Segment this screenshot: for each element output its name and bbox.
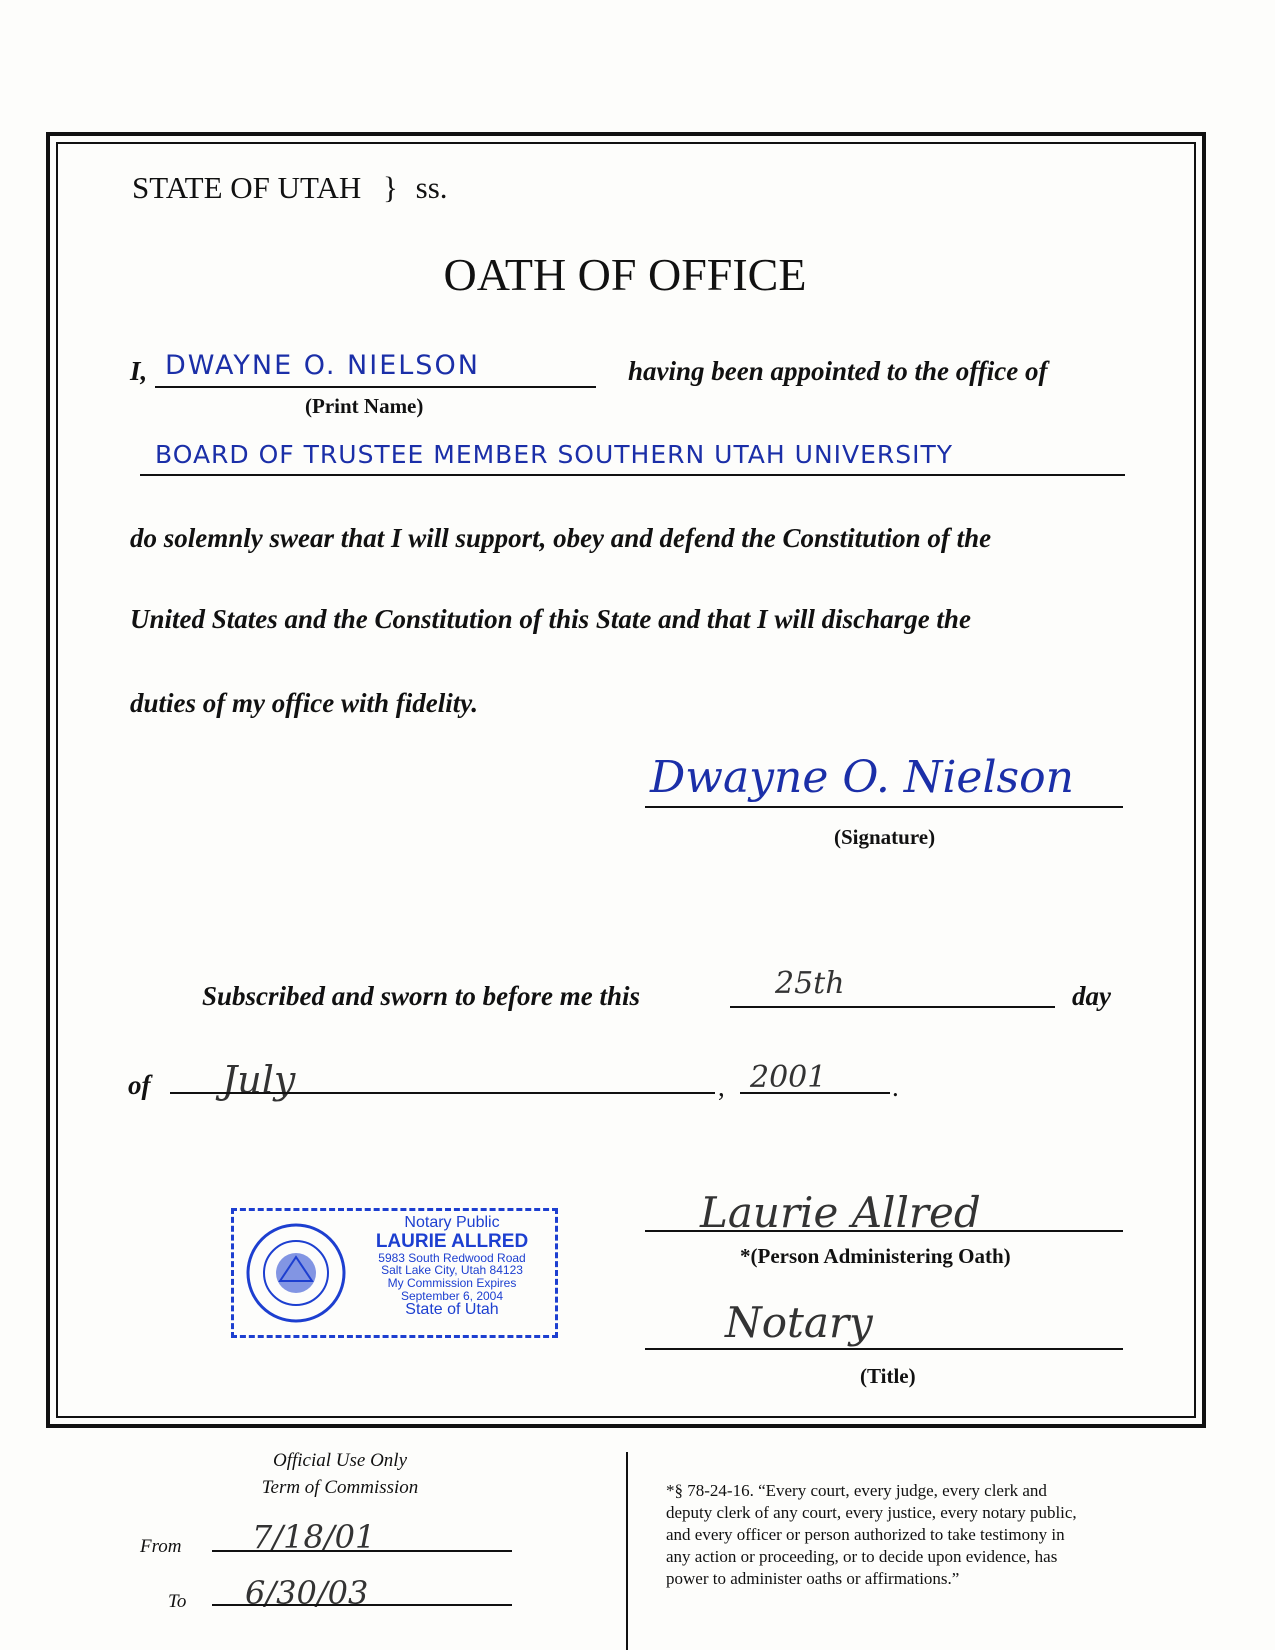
footnote-line-4: any action or proceeding, or to decide upon evidence, has: [666, 1547, 1058, 1567]
state-seal-icon: [244, 1221, 348, 1325]
stamp-line-5: My Commission Expires: [387, 1275, 517, 1290]
footnote-line-5: power to administer oaths or affirmations.”: [666, 1569, 960, 1589]
page-title: OATH OF OFFICE: [443, 249, 807, 300]
oath-line-3: duties of my office with fidelity.: [130, 688, 478, 718]
official-use-line-1: Official Use Only: [272, 1450, 408, 1471]
stamp-line-3: 5983 South Redwood Road: [378, 1250, 526, 1265]
day-label: day: [1072, 981, 1111, 1011]
signature-label: (Signature): [834, 825, 936, 849]
official-use-heading: [240, 1448, 440, 1501]
name-line: [155, 386, 596, 388]
handwritten-day: 25th: [775, 966, 845, 1001]
handwritten-month: July: [222, 1058, 296, 1102]
notary-stamp: [231, 1208, 558, 1338]
footnote-line-1: *§ 78-24-16. “Every court, every judge, every clerk and: [666, 1481, 1047, 1500]
handwritten-from-date: 7/18/01: [252, 1518, 376, 1556]
oath-pronoun: I,: [130, 356, 148, 386]
date-comma: ,: [718, 1072, 725, 1102]
of-label: of: [128, 1070, 151, 1100]
signature-line: [645, 806, 1123, 808]
date-period: .: [892, 1072, 899, 1102]
oath-line-2: United States and the Constitution of this State and that I will discharge the: [130, 604, 971, 634]
state-name: STATE OF UTAH: [132, 170, 362, 205]
stamp-line-6: September 6, 2004: [400, 1288, 504, 1303]
footnote-line-2: deputy clerk of any court, every justice, every notary public,: [666, 1503, 1077, 1523]
title-line: [645, 1348, 1123, 1350]
stamp-line-4: Salt Lake City, Utah 84123: [381, 1263, 523, 1278]
month-line: [170, 1092, 715, 1094]
footer-divider: [626, 1452, 628, 1650]
handwritten-office: BOARD OF TRUSTEE MEMBER SOUTHERN UTAH UNIVERSITY: [155, 440, 954, 469]
year-line: [740, 1092, 890, 1094]
office-line: [140, 474, 1125, 476]
administrator-label: *(Person Administering Oath): [740, 1244, 1011, 1268]
administrator-line: [645, 1230, 1123, 1232]
oath-line-1: do solemnly swear that I will support, obey and defend the Constitution of the: [130, 523, 992, 553]
to-line: [212, 1604, 512, 1606]
handwritten-name: DWAYNE O. NIELSON: [165, 350, 480, 381]
handwritten-title: Notary: [725, 1298, 873, 1347]
stamp-line-2: LAURIE ALLRED: [375, 1230, 529, 1252]
title-label: (Title): [860, 1364, 916, 1388]
state-ss: ss.: [415, 170, 448, 205]
state-heading: [132, 170, 448, 206]
footnote-line-3: and every officer or person authorized to take testimony in: [666, 1525, 1065, 1545]
to-label: To: [168, 1591, 187, 1612]
handwritten-signature: Dwayne O. Nielson: [650, 752, 1074, 803]
from-line: [212, 1550, 512, 1552]
stamp-text: [352, 1215, 552, 1319]
day-line: [730, 1006, 1055, 1008]
print-name-label: (Print Name): [305, 394, 424, 418]
state-brace: }: [383, 170, 398, 205]
handwritten-administrator-signature: Laurie Allred: [700, 1188, 981, 1237]
from-label: From: [140, 1536, 182, 1557]
stamp-line-7: State of Utah: [405, 1301, 499, 1319]
official-use-line-2: Term of Commission: [261, 1476, 419, 1498]
handwritten-to-date: 6/30/03: [245, 1574, 369, 1612]
appointed-text: having been appointed to the office of: [628, 356, 1048, 386]
statute-footnote: [666, 1480, 1206, 1590]
handwritten-year: 2001: [750, 1060, 827, 1095]
sworn-intro: Subscribed and sworn to before me this: [202, 981, 641, 1011]
stamp-line-1: Notary Public: [404, 1214, 500, 1231]
